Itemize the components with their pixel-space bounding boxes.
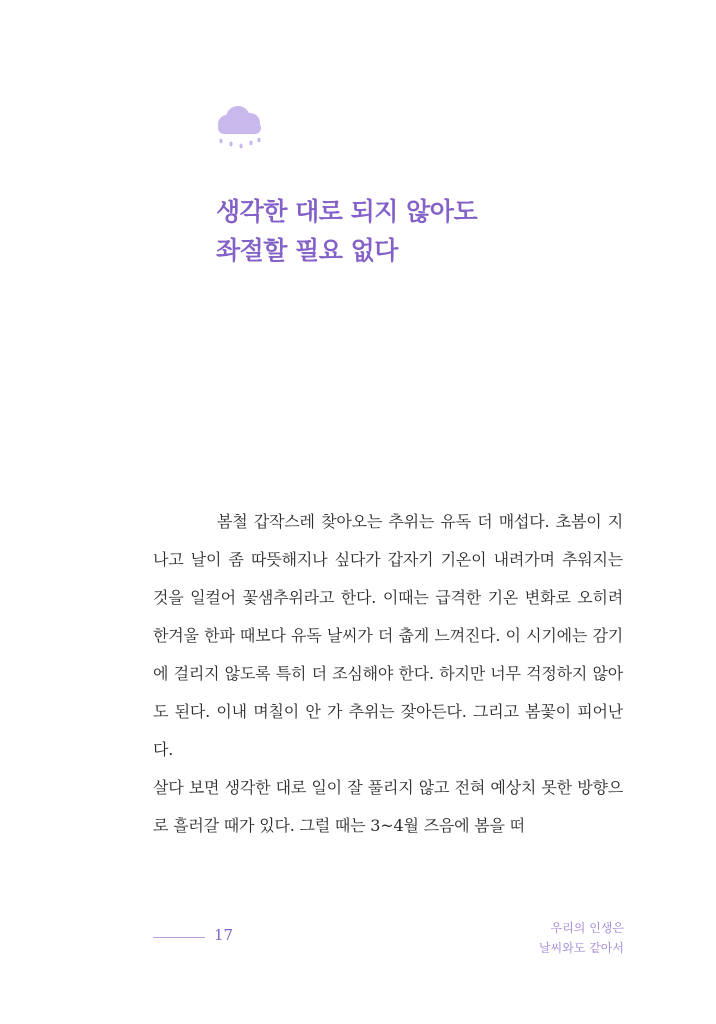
rain-cloud-icon [213, 104, 265, 152]
body-text [153, 503, 623, 845]
chapter-title [216, 192, 477, 270]
running-head-line-2: 날씨와도 같아서 [539, 941, 624, 955]
chapter-title-line-2: 좌절할 필요 없다 [216, 236, 398, 265]
page-number: 17 [214, 926, 234, 944]
paragraph-1: 봄철 갑작스레 찾아오는 추위는 유독 더 매섭다. 초봄이 지나고 날이 좀 따뜻해지나 싶다가 갑자기 기온이 내려가며 추워지는 것을 일컬어 꽃샘추위라고 한다. 이때는 급격한 기온 변화로 오히려 한겨울 한파 때보다 유독 날씨가 더 춥게 느껴진다. 이 시기에는 감기에 걸리지 않도록 특히 더 조심해야 한다. 하지만 너무 걱정하지 않아도 된다. 이내 며칠이 안 가 추위는 잦아든다. 그리고 봄꽃이 피어난다. [153, 512, 623, 759]
running-head [539, 918, 624, 958]
paragraph-2: 살다 보면 생각한 대로 일이 잘 풀리지 않고 전혀 예상치 못한 방향으로 흘러갈 때가 있다. 그럴 때는 3~4월 즈음에 봄을 떠 [153, 778, 623, 835]
running-head-line-1: 우리의 인생은 [550, 921, 624, 935]
chapter-title-line-1: 생각한 대로 되지 않아도 [216, 197, 478, 226]
footer-rule [153, 937, 205, 938]
